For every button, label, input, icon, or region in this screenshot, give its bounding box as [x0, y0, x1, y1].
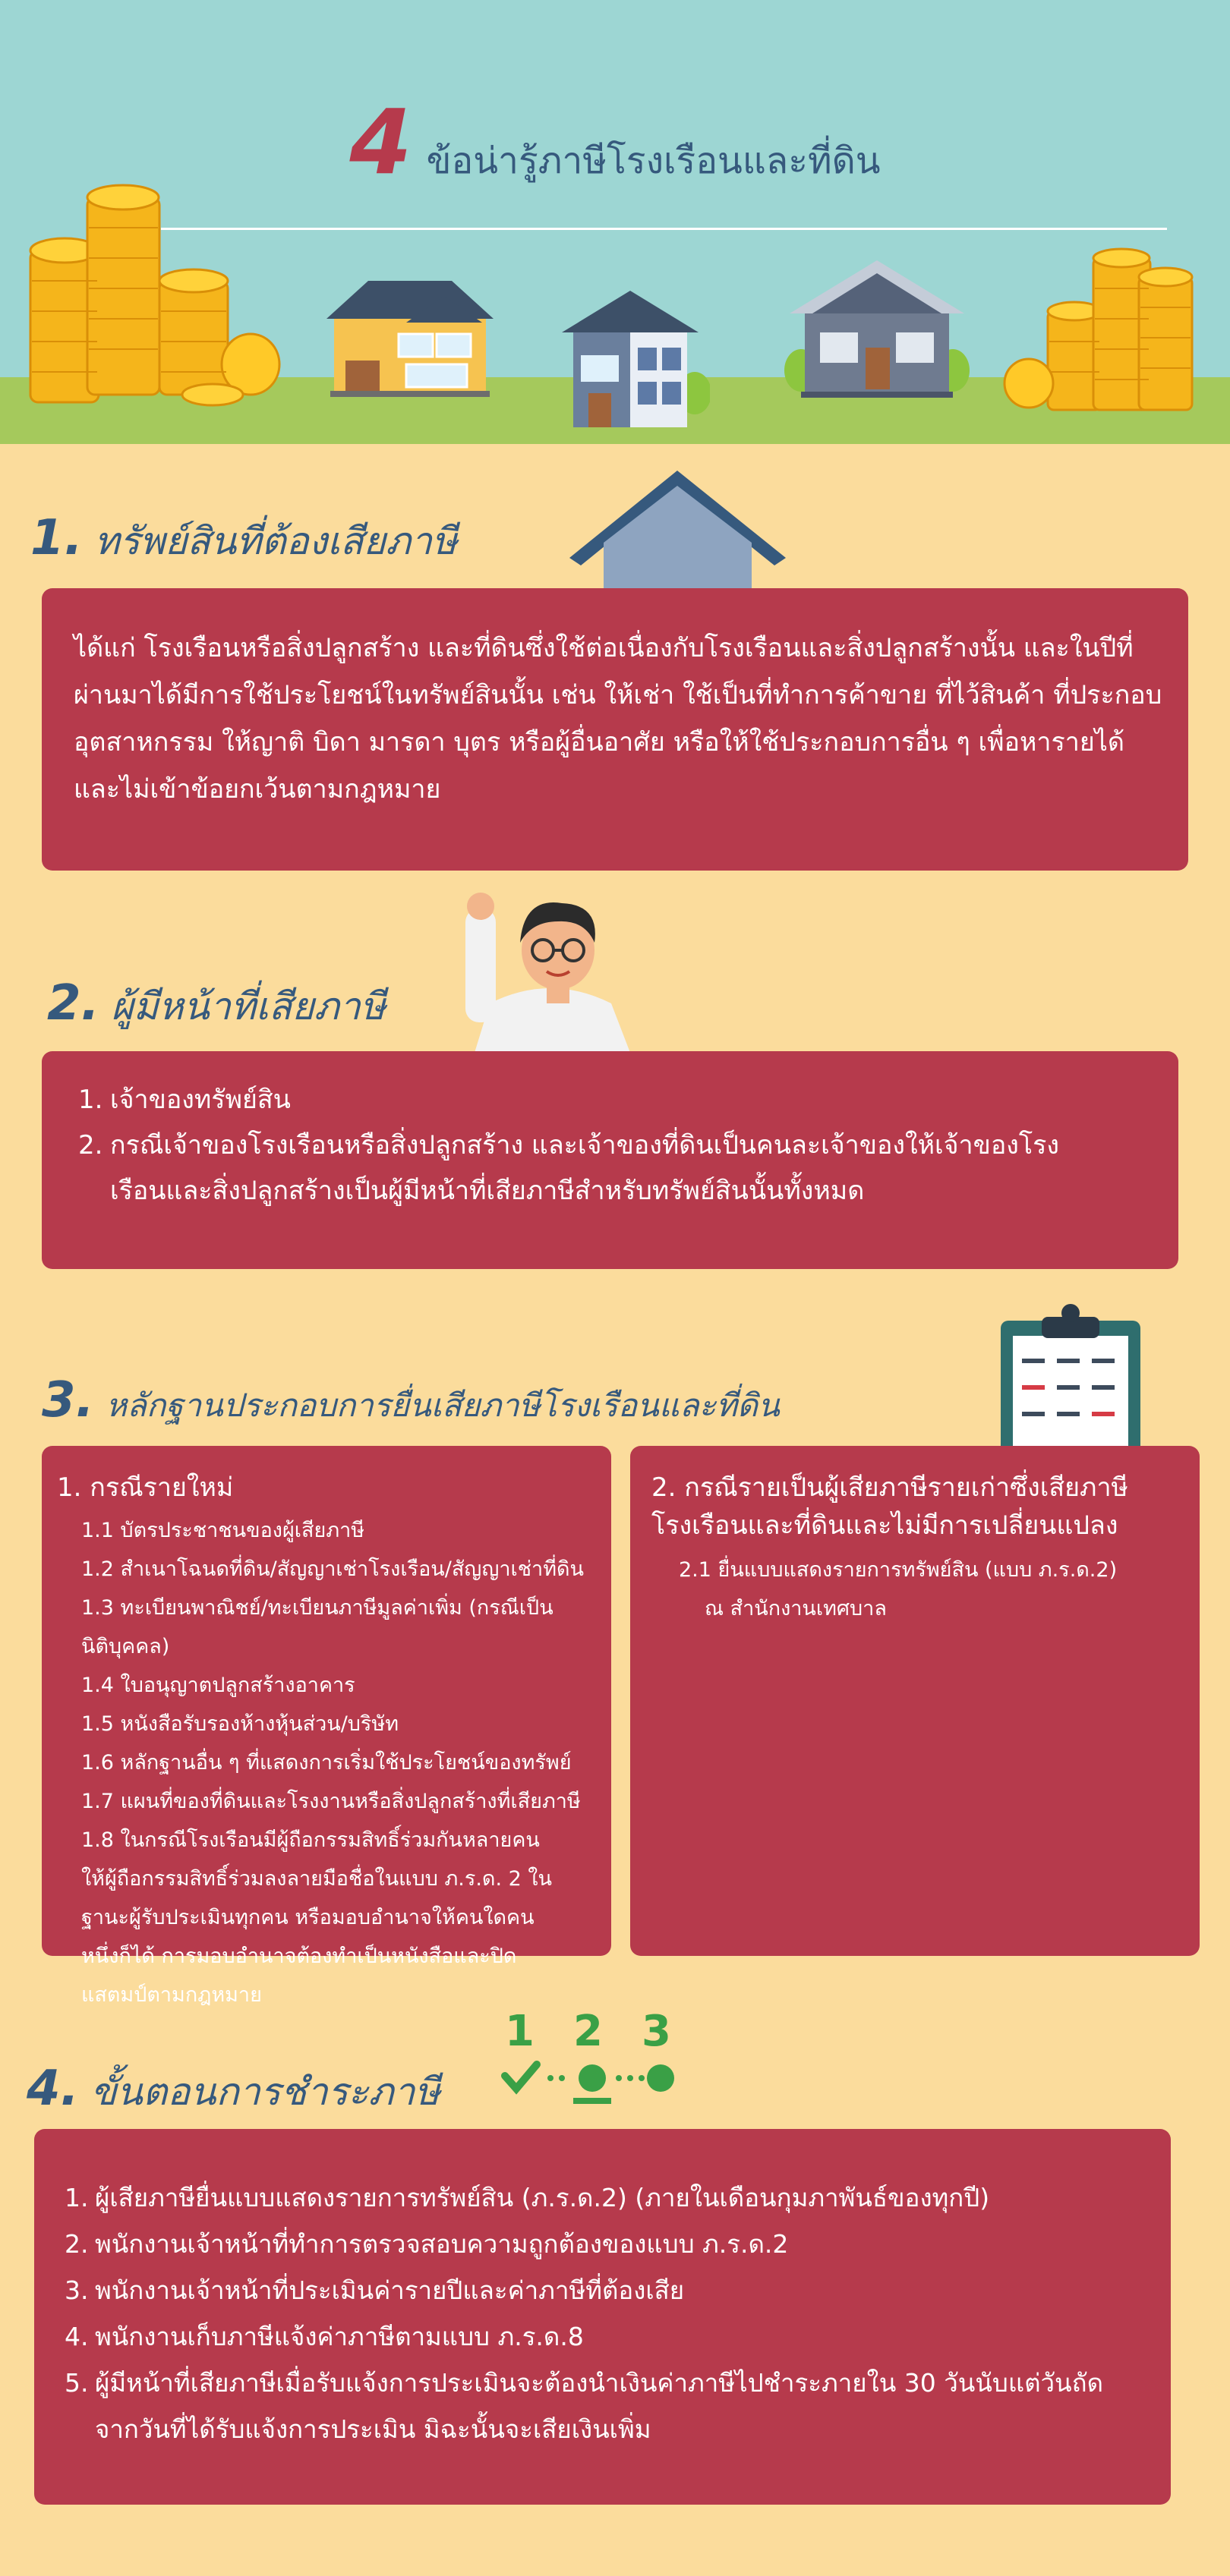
header-banner	[0, 0, 1230, 444]
waving-man-icon	[459, 890, 642, 1053]
step-3-label: 3	[642, 2007, 671, 2056]
house-icon	[323, 277, 497, 398]
list-item: 1. เจ้าของทรัพย์สิน	[78, 1085, 291, 1115]
list-item: ณ สำนักงานเทศบาล	[705, 1597, 887, 1620]
list-item: 3. พนักงานเจ้าหน้าที่ประเมินค่ารายปีและค่าภาษีที่ต้องเสีย	[65, 2275, 685, 2305]
section4-heading	[27, 2061, 440, 2122]
list-item: 1. ผู้เสียภาษียื่นแบบแสดงรายการทรัพย์สิน (ภ.ร.ด.2) (ภายในเดือนกุมภาพันธ์ของทุกปี)	[65, 2183, 990, 2212]
section1-title: ทรัพย์สินที่ต้องเสียภาษี	[94, 519, 457, 563]
steps-123-icon	[497, 2004, 683, 2110]
list-item: 1.1 บัตรประชาชนของผู้เสียภาษี	[81, 1519, 365, 1542]
section1-panel	[42, 588, 1188, 871]
list-item: 5. ผู้มีหน้าที่เสียภาษีเมื่อรับแจ้งการประเมินจะต้องนำเงินค่าภาษีไปชำระภายใน 30 วันนับแต่วันถัดจากวันที่ได้รับแจ้งการประเมิน มิฉะนั้นจะเสียเงินเพิ่ม	[65, 2368, 1104, 2444]
list-item: 1.8 ในกรณีโรงเรือนมีผู้ถือกรรมสิทธิ์ร่วมกันหลายคน ให้ผู้ถือกรรมสิทธิ์ร่วมลงลายมือชื่อในแบบ ภ.ร.ด. 2 ในฐานะผู้รับประเมินทุกคน หรือมอบอำนาจให้คนใดคนหนึ่งก็ได้ การมอบอำนาจต้องทำเป็นหนังสือและปิดแสตมป์ตามกฎหมาย	[81, 1828, 553, 2007]
section2-panel	[42, 1051, 1178, 1269]
list-item: 2.1 ยื่นแบบแสดงรายการทรัพย์สิน (แบบ ภ.ร.ด.2)	[679, 1558, 1118, 1582]
section3-left-panel	[42, 1446, 611, 2007]
section3-right-panel	[630, 1446, 1200, 1956]
section3-left-title: 1. กรณีรายใหม่	[57, 1472, 234, 1503]
section2-number: 2.	[47, 975, 99, 1031]
section4-panel	[34, 2129, 1171, 2505]
step-2-label: 2	[573, 2007, 603, 2056]
coin-stack-icon	[1002, 243, 1200, 425]
list-item: 1.6 หลักฐานอื่น ๆ ที่แสดงการเริ่มใช้ประโยชน์ของทรัพย์	[81, 1751, 572, 1775]
list-item: 2. กรณีเจ้าของโรงเรือนหรือสิ่งปลูกสร้าง และเจ้าของที่ดินเป็นคนละเจ้าของให้เจ้าของโรงเรือนและสิ่งปลูกสร้างเป็นผู้มีหน้าที่เสียภาษีสำหรับทรัพย์สินนั้นทั้งหมด	[78, 1130, 1060, 1206]
section3-number: 3.	[42, 1372, 94, 1428]
house-icon	[782, 257, 972, 401]
title-underline	[161, 228, 1167, 230]
list-item: 1.7 แผนที่ของที่ดินและโรงงานหรือสิ่งปลูกสร้างที่เสียภาษี	[81, 1790, 581, 1813]
section2-heading	[47, 975, 386, 1037]
roof-icon	[569, 471, 786, 592]
list-item: 1.4 ใบอนุญาตปลูกสร้างอาคาร	[81, 1674, 355, 1697]
page-title	[0, 90, 1230, 194]
clipboard-icon	[995, 1302, 1146, 1453]
section4-number: 4.	[27, 2061, 79, 2117]
list-item: 1.5 หนังสือรับรองห้างหุ้นส่วน/บริษัท	[81, 1712, 399, 1736]
section1-heading	[30, 510, 457, 572]
section4-title: ขั้นตอนการชำระภาษี	[90, 2070, 440, 2114]
section3-heading	[42, 1372, 780, 1431]
list-item: 1.2 สำเนาโฉนดที่ดิน/สัญญาเช่าโรงเรือน/สัญญาเช่าที่ดิน	[81, 1557, 584, 1581]
section1-body: ได้แก่ โรงเรือนหรือสิ่งปลูกสร้าง และที่ดินซึ่งใช้ต่อเนื่องกับโรงเรือนและสิ่งปลูกสร้างนั้น และในปีที่ผ่านมาได้มีการใช้ประโยชน์ในทรัพย์สินนั้น เช่น ให้เช่า ใช้เป็นที่ทำการค้าขาย ที่ไว้สินค้า ที่ประกอบอุตสาหกรรม ให้ญาติ บิดา มารดา บุตร หรือผู้อื่นอาศัย หรือให้ใช้ประกอบการอื่น ๆ เพื่อหารายได้ และไม่เข้าข้อยกเว้นตามกฎหมาย	[74, 633, 1162, 805]
section3-title: หลักฐานประกอบการยื่นเสียภาษีโรงเรือนและที่ดิน	[106, 1387, 780, 1424]
title-text: ข้อน่ารู้ภาษีโรงเรือนและที่ดิน	[426, 140, 881, 182]
coin-stack-icon	[23, 182, 296, 425]
section3-right-list	[651, 1545, 1181, 1628]
step-1-label: 1	[505, 2007, 535, 2056]
section3-right-title: 2. กรณีรายเป็นผู้เสียภาษีรายเก่าซึ่งเสียภาษีโรงเรือนและที่ดินและไม่มีการเปลี่ยนแปลง	[651, 1472, 1128, 1541]
list-item: 4. พนักงานเก็บภาษีแจ้งค่าภาษีตามแบบ ภ.ร.ด.8	[65, 2322, 584, 2351]
section2-title: ผู้มีหน้าที่เสียภาษี	[111, 984, 386, 1028]
list-item: 1.3 ทะเบียนพาณิชย์/ทะเบียนภาษีมูลค่าเพิ่ม (กรณีเป็นนิติบุคคล)	[81, 1596, 554, 1658]
section3-left-list	[57, 1507, 596, 2014]
section1-number: 1.	[30, 510, 83, 566]
house-icon	[558, 287, 710, 431]
list-item: 2. พนักงานเจ้าหน้าที่ทำการตรวจสอบความถูกต้องของแบบ ภ.ร.ด.2	[65, 2229, 789, 2259]
title-number: 4	[349, 90, 412, 194]
